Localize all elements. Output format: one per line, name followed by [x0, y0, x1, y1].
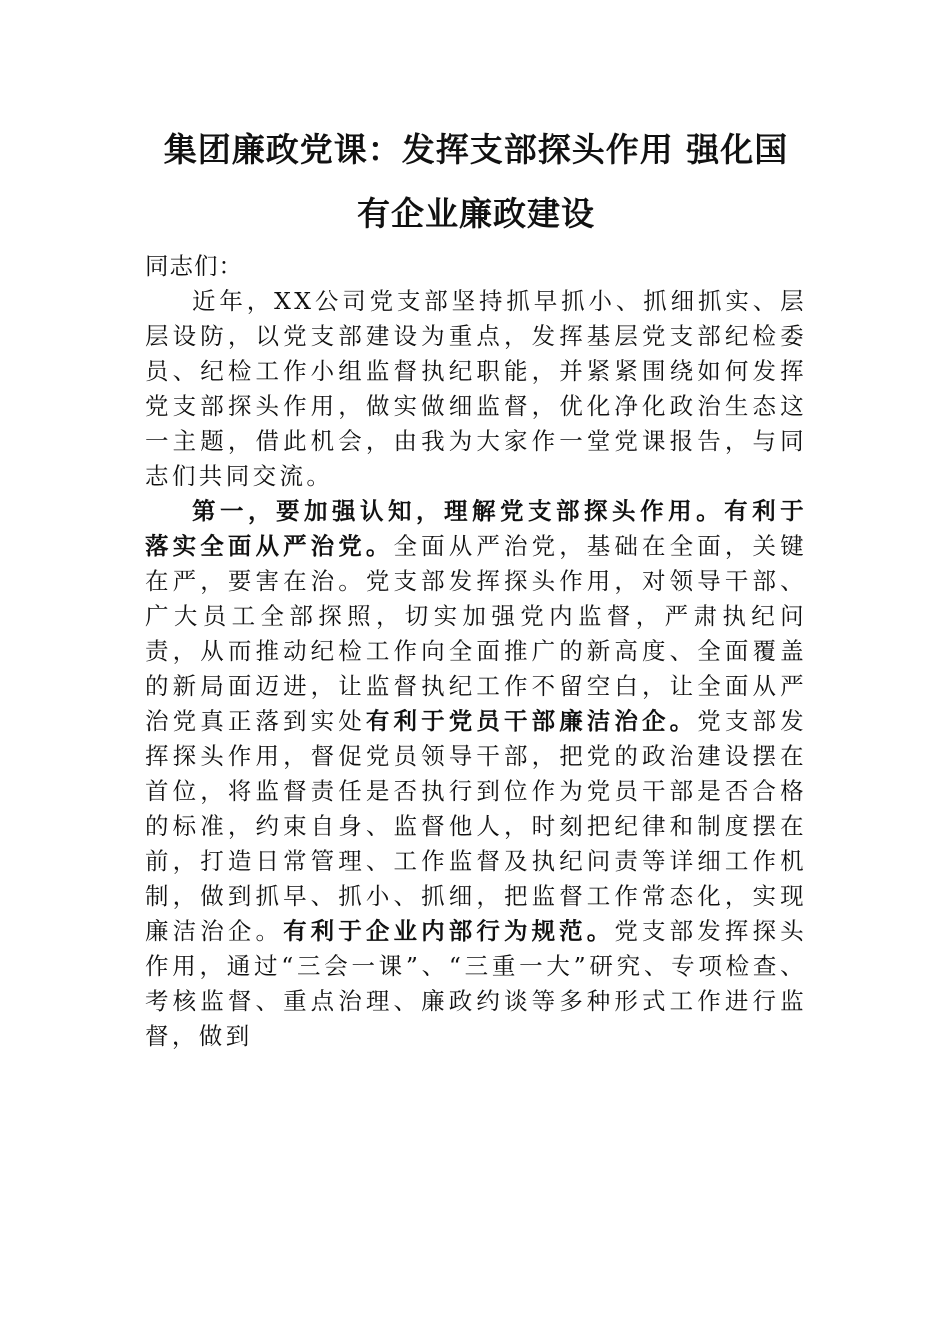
- document-title: [145, 118, 807, 246]
- salutation: 同志们：: [145, 252, 243, 280]
- title-line-2: 有企业廉政建设: [357, 194, 595, 233]
- section-heading: 第一，要加强认知，理解党支部探头作用。: [192, 497, 725, 525]
- point-2-title: 有利于党员干部廉洁治企。: [365, 707, 698, 735]
- point-1-title: 有利于落实全面从严治党。: [145, 497, 808, 560]
- point-2-text: 党支部发挥探头作用，督促党员领导干部，把党的政治建设摆在首位，将监督责任是否执行到位作为党员干部是否合格的标准，约束自身、监督他人，时刻把纪律和制度摆在前，打造日常管理、工作监督及执纪问责等详细工作机制，做到抓早、抓小、抓细，把监督工作常态化，实现廉洁治企。: [145, 707, 807, 945]
- point-3-title: 有利于企业内部行为规范。: [283, 917, 615, 945]
- document-body: [145, 118, 807, 1054]
- paragraph-intro: 近年，XX公司党支部坚持抓早抓小、抓细抓实、层层设防，以党支部建设为重点，发挥基层党支部纪检委员、纪检工作小组监督执纪职能，并紧紧围绕如何发挥党支部探头作用，做实做细监督，优化净化政治生态这一主题，借此机会，由我为大家作一堂党课报告，与同志们共同交流。: [145, 287, 807, 490]
- title-line-1: 集团廉政党课：发挥支部探头作用 强化国: [163, 130, 789, 169]
- point-3-text: 党支部发挥探头作用，通过“三会一课”、“三重一大”研究、专项检查、考核监督、重点治理、廉政约谈等多种形式工作进行监督，做到: [145, 917, 807, 1050]
- body-text: [145, 249, 807, 1054]
- paragraph-first-point: [145, 494, 807, 1054]
- point-1-text: 全面从严治党，基础在全面，关键在严，要害在治。党支部发挥探头作用，对领导干部、广大员工全部探照，切实加强党内监督，严肃执纪问责，从而推动纪检工作向全面推广的新高度、全面覆盖的新局面迈进，让监督执纪工作不留空白，让全面从严治党真正落到实处: [145, 532, 807, 735]
